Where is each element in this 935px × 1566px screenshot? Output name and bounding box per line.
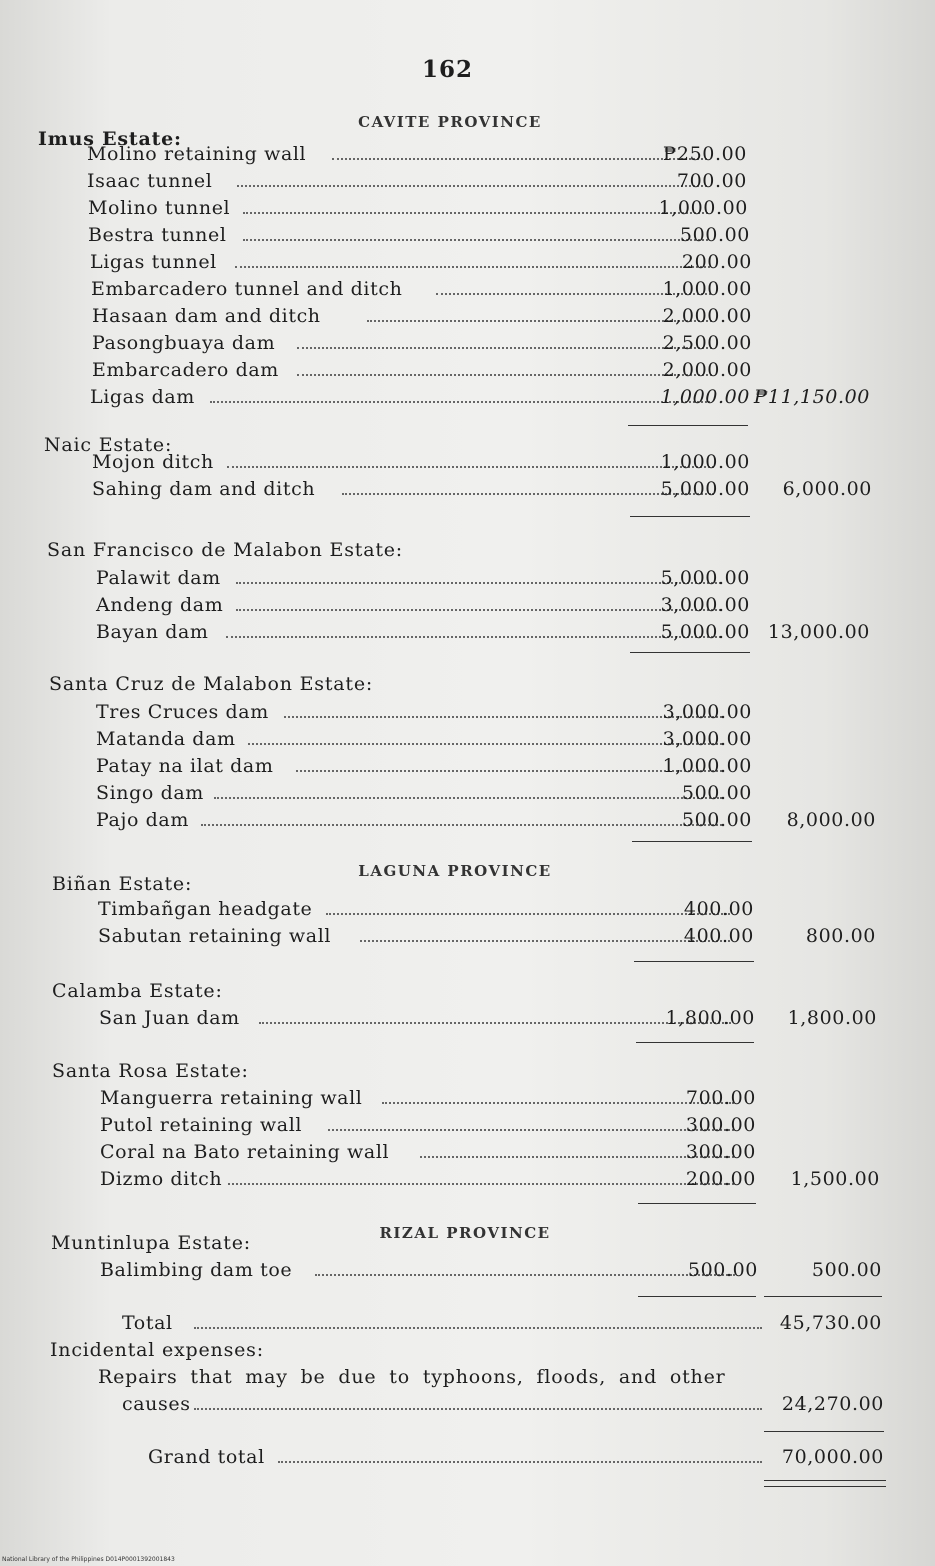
item-label: Molino retaining wall	[87, 143, 307, 165]
subtotal-rule	[630, 516, 750, 517]
table-row	[99, 1007, 889, 1029]
province-heading-laguna: LAGUNA PROVINCE	[358, 862, 552, 880]
item-amount: 5,000.00	[660, 478, 750, 500]
estate-heading-naic: Naic Estate:	[44, 434, 173, 456]
estate-subtotal: 1,500.00	[790, 1168, 880, 1190]
table-row	[96, 594, 886, 616]
table-row	[92, 332, 772, 354]
item-amount: 3,000.00	[662, 728, 752, 750]
estate-subtotal: 1,800.00	[787, 1007, 877, 1029]
leader-dots	[278, 1461, 762, 1463]
item-label: Singo dam	[96, 782, 204, 804]
subtotal-rule	[632, 841, 752, 842]
table-row	[100, 1259, 890, 1281]
item-label: Bestra tunnel	[88, 224, 227, 246]
item-amount: 1,000.00	[658, 197, 748, 219]
item-amount: 500.00	[687, 1259, 758, 1281]
table-row	[91, 278, 771, 300]
table-row	[96, 621, 886, 643]
item-amount: 2,000.00	[662, 359, 752, 381]
estate-heading-santa-cruz: Santa Cruz de Malabon Estate:	[49, 673, 374, 695]
table-row	[100, 1141, 890, 1163]
item-label: Sahing dam and ditch	[92, 478, 316, 500]
item-amount: ₱250.00	[662, 143, 747, 165]
item-label: Embarcadero tunnel and ditch	[91, 278, 403, 300]
item-amount: 3,000.00	[662, 701, 752, 723]
table-row	[98, 925, 888, 947]
subtotal-rule	[628, 425, 748, 426]
incidental-heading: Incidental expenses:	[50, 1339, 264, 1361]
item-label: Isaac tunnel	[87, 170, 213, 192]
item-amount: 1,000.00	[660, 386, 750, 408]
item-amount: 3,000.00	[660, 594, 750, 616]
item-label: Coral na Bato retaining wall	[100, 1141, 390, 1163]
item-label: Pasongbuaya dam	[92, 332, 276, 354]
total-label: Total	[122, 1312, 173, 1334]
grand-total-amount: 70,000.00	[781, 1446, 884, 1468]
item-amount: 2,500.00	[662, 332, 752, 354]
province-heading-cavite: CAVITE PROVINCE	[358, 113, 542, 131]
estate-heading-calamba: Calamba Estate:	[52, 980, 223, 1002]
subtotal-rule	[636, 1042, 754, 1043]
item-label: Tres Cruces dam	[96, 701, 269, 723]
item-label: San Juan dam	[99, 1007, 240, 1029]
total-amount: 45,730.00	[779, 1312, 882, 1334]
estate-heading-santa-rosa: Santa Rosa Estate:	[52, 1060, 249, 1082]
item-amount: 700.00	[685, 1087, 756, 1109]
item-label: Bayan dam	[96, 621, 209, 643]
table-row	[100, 1087, 890, 1109]
incidental-causes-label: causes	[122, 1393, 191, 1415]
item-amount: 200.00	[681, 251, 752, 273]
item-label: Timbañgan headgate	[98, 898, 313, 920]
table-row	[96, 782, 886, 804]
incidental-row	[122, 1393, 887, 1415]
grand-total-double-rule	[764, 1480, 886, 1481]
table-row	[100, 1168, 890, 1190]
table-row	[90, 386, 880, 408]
province-heading-rizal: RIZAL PROVINCE	[379, 1224, 551, 1242]
table-row	[87, 170, 767, 192]
item-amount: 200.00	[685, 1168, 756, 1190]
estate-heading-imus: Imus Estate:	[38, 128, 182, 150]
item-label: Dizmo ditch	[100, 1168, 223, 1190]
grand-total-row	[148, 1446, 888, 1468]
table-row	[96, 567, 886, 589]
estate-subtotal: 13,000.00	[767, 621, 870, 643]
estate-heading-binan: Biñan Estate:	[52, 873, 193, 895]
item-label: Hasaan dam and ditch	[92, 305, 321, 327]
grand-total-label: Grand total	[148, 1446, 265, 1468]
item-label: Embarcadero dam	[92, 359, 279, 381]
item-amount: 500.00	[679, 224, 750, 246]
table-row	[88, 197, 768, 219]
incidental-description: Repairs that may be due to typhoons, floods, and other	[98, 1366, 726, 1388]
item-amount: 400.00	[683, 925, 754, 947]
leader-dots	[194, 1327, 762, 1329]
table-row	[88, 224, 768, 246]
item-label: Matanda dam	[96, 728, 236, 750]
estate-subtotal: 500.00	[811, 1259, 882, 1281]
page-number: 162	[421, 56, 473, 83]
table-row	[92, 478, 882, 500]
item-amount: 500.00	[681, 782, 752, 804]
leader-dots	[194, 1408, 762, 1410]
estate-subtotal: 800.00	[805, 925, 876, 947]
item-label: Patay na ilat dam	[96, 755, 274, 777]
table-row	[96, 755, 886, 777]
table-row	[96, 809, 886, 831]
subtotal-rule	[764, 1431, 884, 1432]
subtotal-rule	[764, 1296, 882, 1297]
item-amount: 1,000.00	[660, 451, 750, 473]
subtotal-rule	[638, 1203, 756, 1204]
total-row	[122, 1312, 887, 1334]
item-label: Molino tunnel	[88, 197, 231, 219]
table-row	[96, 701, 886, 723]
item-amount: 500.00	[681, 809, 752, 831]
item-label: Pajo dam	[96, 809, 189, 831]
estate-subtotal: ₱11,150.00	[753, 386, 870, 408]
subtotal-rule	[638, 1296, 756, 1297]
item-label: Manguerra retaining wall	[100, 1087, 363, 1109]
item-label: Ligas tunnel	[90, 251, 217, 273]
archive-credit: National Library of the Philippines D014P0001392001843	[2, 1556, 175, 1563]
item-label: Balimbing dam toe	[100, 1259, 293, 1281]
table-row	[92, 305, 772, 327]
item-label: Putol retaining wall	[100, 1114, 303, 1136]
item-amount: 1,000.00	[662, 755, 752, 777]
table-row	[98, 898, 888, 920]
item-label: Andeng dam	[96, 594, 224, 616]
table-row	[90, 251, 770, 273]
item-amount: 1,000.00	[662, 278, 752, 300]
item-amount: 300.00	[685, 1141, 756, 1163]
table-row	[87, 143, 767, 165]
subtotal-rule	[630, 652, 750, 653]
item-amount: 1,800.00	[665, 1007, 755, 1029]
item-label: Mojon ditch	[92, 451, 214, 473]
item-label: Ligas dam	[90, 386, 195, 408]
table-row	[96, 728, 886, 750]
estate-subtotal: 6,000.00	[782, 478, 872, 500]
item-amount: 300.00	[685, 1114, 756, 1136]
incidental-amount: 24,270.00	[781, 1393, 884, 1415]
item-amount: 5,000.00	[660, 621, 750, 643]
item-amount: 700.00	[676, 170, 747, 192]
table-row	[92, 451, 882, 473]
item-amount: 5,000.00	[660, 567, 750, 589]
estate-subtotal: 8,000.00	[786, 809, 876, 831]
item-label: Sabutan retaining wall	[98, 925, 332, 947]
item-amount: 2,000.00	[662, 305, 752, 327]
item-amount: 400.00	[683, 898, 754, 920]
item-label: Palawit dam	[96, 567, 221, 589]
subtotal-rule	[634, 961, 754, 962]
grand-total-double-rule	[764, 1486, 886, 1487]
estate-heading-muntinlupa: Muntinlupa Estate:	[51, 1232, 251, 1254]
estate-heading-san-francisco: San Francisco de Malabon Estate:	[47, 539, 404, 561]
table-row	[100, 1114, 890, 1136]
table-row	[92, 359, 772, 381]
